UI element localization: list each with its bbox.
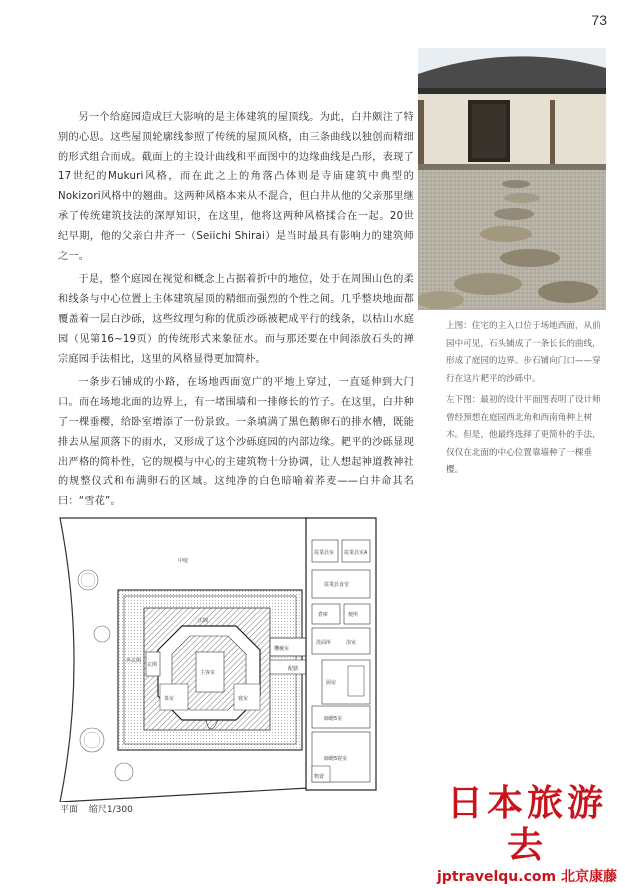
room-machine: 機械室 <box>274 646 290 652</box>
room-staff-1: 師範5室 <box>324 716 343 722</box>
floor-plan <box>58 512 410 802</box>
captions <box>446 318 608 484</box>
room-pantry: 配膳 <box>288 666 299 672</box>
room-guest-a: 従業員室 <box>314 550 335 556</box>
paragraph-1: 另一个给庭园造成巨大影响的是主体建筑的屋顶线。为此，白井颇注了特别的心思。这些屋顶轮廓线参照了传统的屋顶风格，由三条曲线以独创而精细的形式组合而成。截面上的主设计曲线和平面图中的边缘曲线是凸形，表现了17世纪的Mukuri风格，而在此之上的角落凸体则是寺庙建筑中典型的Nokizori风格中的翘曲。这两种风格本来从不混合，但白井从他的父亲那里继承了传统建筑技法的深厚知识，在这里，他将这两种风格揉合在一起。20世纪早期，他的父亲白井齐一（Seiichi Shirai）是当时最具有影响力的建筑师之一。 <box>58 112 414 262</box>
room-guest-b: 従業員室A <box>344 550 368 556</box>
plan-title: 平面 <box>60 805 79 815</box>
room-toilet: 便所 <box>348 612 359 618</box>
room-staff-2: 師範5寝室 <box>324 756 348 762</box>
room-east: 寝室 <box>238 696 249 702</box>
watermark-url: jptravelqu.com 北京康藤 <box>437 869 617 885</box>
entrance-photo <box>418 48 606 310</box>
watermark-title: 日本旅游去 <box>446 782 607 866</box>
caption-upper: 上图：住宅的主入口位于场地西面，从前园中可见，石头铺成了一条长长的曲线，形成了庭园的边界。步石铺向门口——穿行在这片耙平的沙砾中。 <box>446 321 601 384</box>
room-west: 茶室 <box>164 696 175 702</box>
room-staff-dining: 従業員食堂 <box>324 582 350 588</box>
room-north-garden: 中庭 <box>178 558 189 564</box>
room-kitchen: 厨房 <box>326 680 337 686</box>
room-storage: 倉庫 <box>318 612 329 618</box>
room-entry: 玄関 <box>147 662 158 668</box>
plan-scale: 缩尺1/300 <box>88 805 133 815</box>
page-number: 73 <box>591 12 607 28</box>
paragraph-3: 一条步石铺成的小路，在场地西面宽广的平地上穿过，一直延伸到大门口。而在场地北面的边界上，有一堵围墙和一排修长的竹子。在这里，白井种了一棵垂樱，给卧室增添了一份景致。一条填满了黑色鹅卵石的排水槽，既能排去从屋顶落下的雨水，又形成了这个沙砾庭园的内部边缘。耙平的沙砾显现出严格的简朴性，它的规模与中心的主建筑物十分协调，让人想起神道教神社的规整仪式和布满卵石的区域。这纯净的白色暗喻着荞麦——白井命其名曰：“雪花”。 <box>58 377 414 508</box>
plan-label <box>60 802 141 815</box>
body-text <box>58 108 414 516</box>
watermark <box>432 782 622 888</box>
room-main-hall: 主客室 <box>200 670 216 676</box>
room-porch: 外玄関 <box>126 658 142 664</box>
room-hall: 広間 <box>198 618 209 624</box>
room-object: 物置 <box>314 774 325 780</box>
room-washroom: 洗面所 <box>316 640 332 646</box>
room-bath: 浴室 <box>346 640 357 646</box>
caption-lower: 左下图：最初的设计平面图表明了设计师曾经预想在庭园西北角和西南角种上树木。但是，他最终选择了更简朴的手法，仅仅在北面的中心位置靠墙种了一棵垂樱。 <box>446 395 601 475</box>
paragraph-2: 于是，整个庭园在视觉和概念上占据着折中的地位，处于在周围山色的柔和线条与中心位置上主体建筑屋顶的精细而强烈的个性之间。几乎整块地面都覆盖着一层白沙砾，这些纹理匀称的优质沙砾被耙成平行的线条，以枯山水庭园（见第16~19页）的传统形式来象征水。而与那还要在中间添放石头的禅宗庭园手法相比，这里的风格显得更加简朴。 <box>58 274 414 365</box>
